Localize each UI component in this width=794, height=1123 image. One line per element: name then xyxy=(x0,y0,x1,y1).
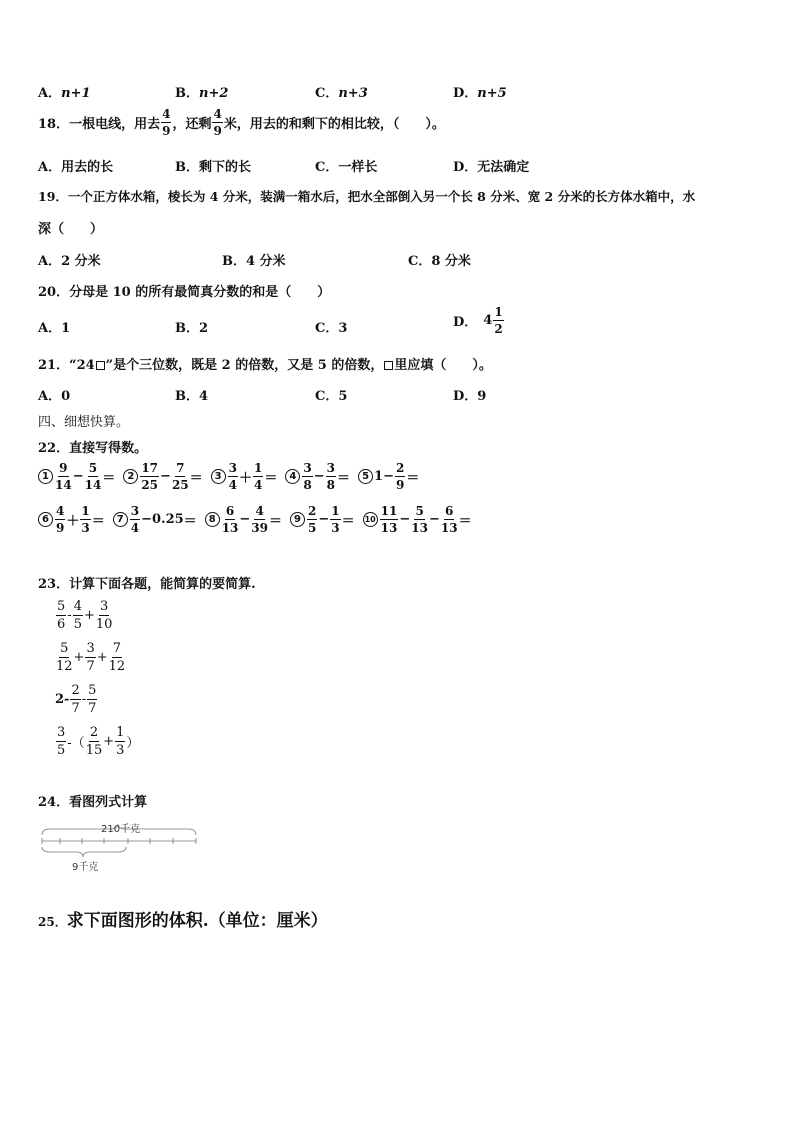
fraction: $\frac{4}{39}$ xyxy=(251,504,268,535)
q22-item-3: 3 3 4 ＋ 1 4 ＝ xyxy=(211,462,278,491)
fraction: 9 14 xyxy=(55,461,72,492)
q24-top-label: 210千克 xyxy=(101,824,141,835)
q22-item-5: 5 1 − $\frac{2}{9}$ ＝ xyxy=(358,462,419,491)
q18-option-d: D．无法确定 xyxy=(453,160,530,175)
fraction: 17 25 xyxy=(141,461,159,492)
q19-option-b: B．4 分米 xyxy=(222,254,286,269)
fraction: 3 4 xyxy=(228,461,238,492)
q22-row-2 xyxy=(38,505,472,534)
q19-option-c: C．8 分米 xyxy=(408,254,471,269)
q21-option-d: D．9 xyxy=(453,389,487,404)
fraction: 3 5 xyxy=(57,725,66,758)
q17-option-a: A．n+1 xyxy=(38,86,91,101)
fraction: $\frac{3}{8}$ xyxy=(326,461,336,492)
q23-expression-3: 2- 2 7 - 5 7 xyxy=(55,683,97,716)
q19-question-line1: 19．一个正方体水箱，棱长为 4 分米，装满一箱水后，把水全部倒入另一个长 8 分米、宽 2 分米的长方体水箱中，水 xyxy=(38,189,696,204)
fraction: 1 2 xyxy=(494,305,503,336)
q17-option-d: D．n+5 xyxy=(453,86,507,101)
fraction: 11 13 xyxy=(380,504,398,535)
section-title: 四、细想快算。 xyxy=(38,415,130,430)
fraction: $\frac{7}{12}$ xyxy=(108,641,126,674)
fraction: $\frac{6}{13}$ xyxy=(440,504,458,535)
q18-option-b: B．剩下的长 xyxy=(175,160,251,175)
q23-title: 23．计算下面各题，能简算的要简算. xyxy=(38,577,256,592)
q25-question: 25． 求下面图形的体积.（单位：厘米） xyxy=(38,911,328,931)
fraction: 4 9 xyxy=(162,107,171,138)
q19-question-line2: 深（ ） xyxy=(38,222,104,237)
fraction: 1 3 xyxy=(81,504,90,535)
q18-option-a: A．用去的长 xyxy=(38,160,114,175)
fraction: $\frac{2}{9}$ xyxy=(396,461,405,492)
q22-item-9: 9 2 5 − $\frac{1}{3}$ ＝ xyxy=(290,505,355,534)
q22-item-2: 2 17 25 − $\frac{7}{25}$ ＝ xyxy=(123,462,202,491)
fraction: $\frac{1}{3}$ xyxy=(116,725,125,758)
q20-question: 20．分母是 10 的所有最简真分数的和是（ ） xyxy=(38,285,331,300)
q17-option-b: B．n+2 xyxy=(175,86,229,101)
fraction: 5 6 xyxy=(57,599,66,632)
q22-item-10: 10 11 13 − $\frac{5}{13}$ − $\frac{6}{13}$ ＝ xyxy=(364,504,472,535)
q17-option-c: C．n+3 xyxy=(315,86,368,101)
fraction: 2 5 xyxy=(308,504,317,535)
q20-option-a: A．1 xyxy=(38,321,71,336)
fraction: 4 9 xyxy=(56,504,65,535)
q24-bottom-label: 9千克 xyxy=(72,862,99,873)
q22-title: 22．直接写得数。 xyxy=(38,441,148,456)
fraction: 2 7 xyxy=(71,683,80,716)
q19-option-a: A．2 分米 xyxy=(38,254,101,269)
q20-option-b: B．2 xyxy=(175,321,209,336)
q22-item-1: 1 9 14 − $\frac{5}{14}$ ＝ xyxy=(38,462,115,491)
q22-row-1 xyxy=(38,462,419,491)
fraction: 5 7 xyxy=(88,683,97,716)
q18-option-c: C．一样长 xyxy=(315,160,378,175)
fraction: 3 4 xyxy=(130,504,140,535)
q21-option-c: C．5 xyxy=(315,389,348,404)
q22-item-6: 6 4 9 ＋ 1 3 ＝ xyxy=(38,505,105,534)
fraction: $\frac{7}{25}$ xyxy=(171,461,189,492)
q23-expression-2: 5 12 + $\frac{3}{7}$ + $\frac{7}{12}$ xyxy=(56,641,126,674)
fraction: 5 12 xyxy=(56,641,73,674)
fraction: $\frac{1}{3}$ xyxy=(331,504,340,535)
q20-option-c: C．3 xyxy=(315,321,348,336)
fraction: 1 4 xyxy=(254,461,263,492)
fraction: $\frac{3}{7}$ xyxy=(86,641,95,674)
fraction: $\frac{5}{14}$ xyxy=(84,461,102,492)
fraction: 6 13 xyxy=(221,504,239,535)
blank-box-icon xyxy=(96,361,105,370)
q21-option-b: B．4 xyxy=(175,389,209,404)
fraction: 2 15 xyxy=(85,725,103,758)
q20-option-d: D． 4 1 2 xyxy=(453,305,503,336)
blank-box-icon xyxy=(384,361,393,370)
q21-question: 21．“24 ”是个三位数，既是 2 的倍数，又是 5 的倍数， 里应填（ ）。 xyxy=(38,358,492,373)
fraction: 3 8 xyxy=(303,461,312,492)
q18-question: 18． 一根电线，用去 4 9 ，还剩 4 9 米，用去的和剩下的相比较，（ ）。 xyxy=(38,107,445,138)
fraction: 4 5 xyxy=(73,599,82,632)
q22-item-8: 8 6 13 − $\frac{4}{39}$ ＝ xyxy=(205,505,282,534)
q22-item-7: 7 3 4 −0.25 ＝ xyxy=(113,505,197,534)
q24-diagram xyxy=(38,820,200,872)
q21-option-a: A．0 xyxy=(38,389,71,404)
q23-expression-1: 5 6 - 4 5 + $\frac{3}{10}$ xyxy=(57,599,113,632)
fraction: $\frac{5}{13}$ xyxy=(411,504,428,535)
q24-title: 24．看图列式计算 xyxy=(38,795,148,810)
q23-expression-4: 3 5 -（ 2 15 + $\frac{1}{3}$ ） xyxy=(57,725,140,758)
fraction: 4 9 xyxy=(213,107,222,138)
fraction: $\frac{3}{10}$ xyxy=(95,599,113,632)
q22-item-4: 4 3 8 − $\frac{3}{8}$ ＝ xyxy=(285,462,350,491)
